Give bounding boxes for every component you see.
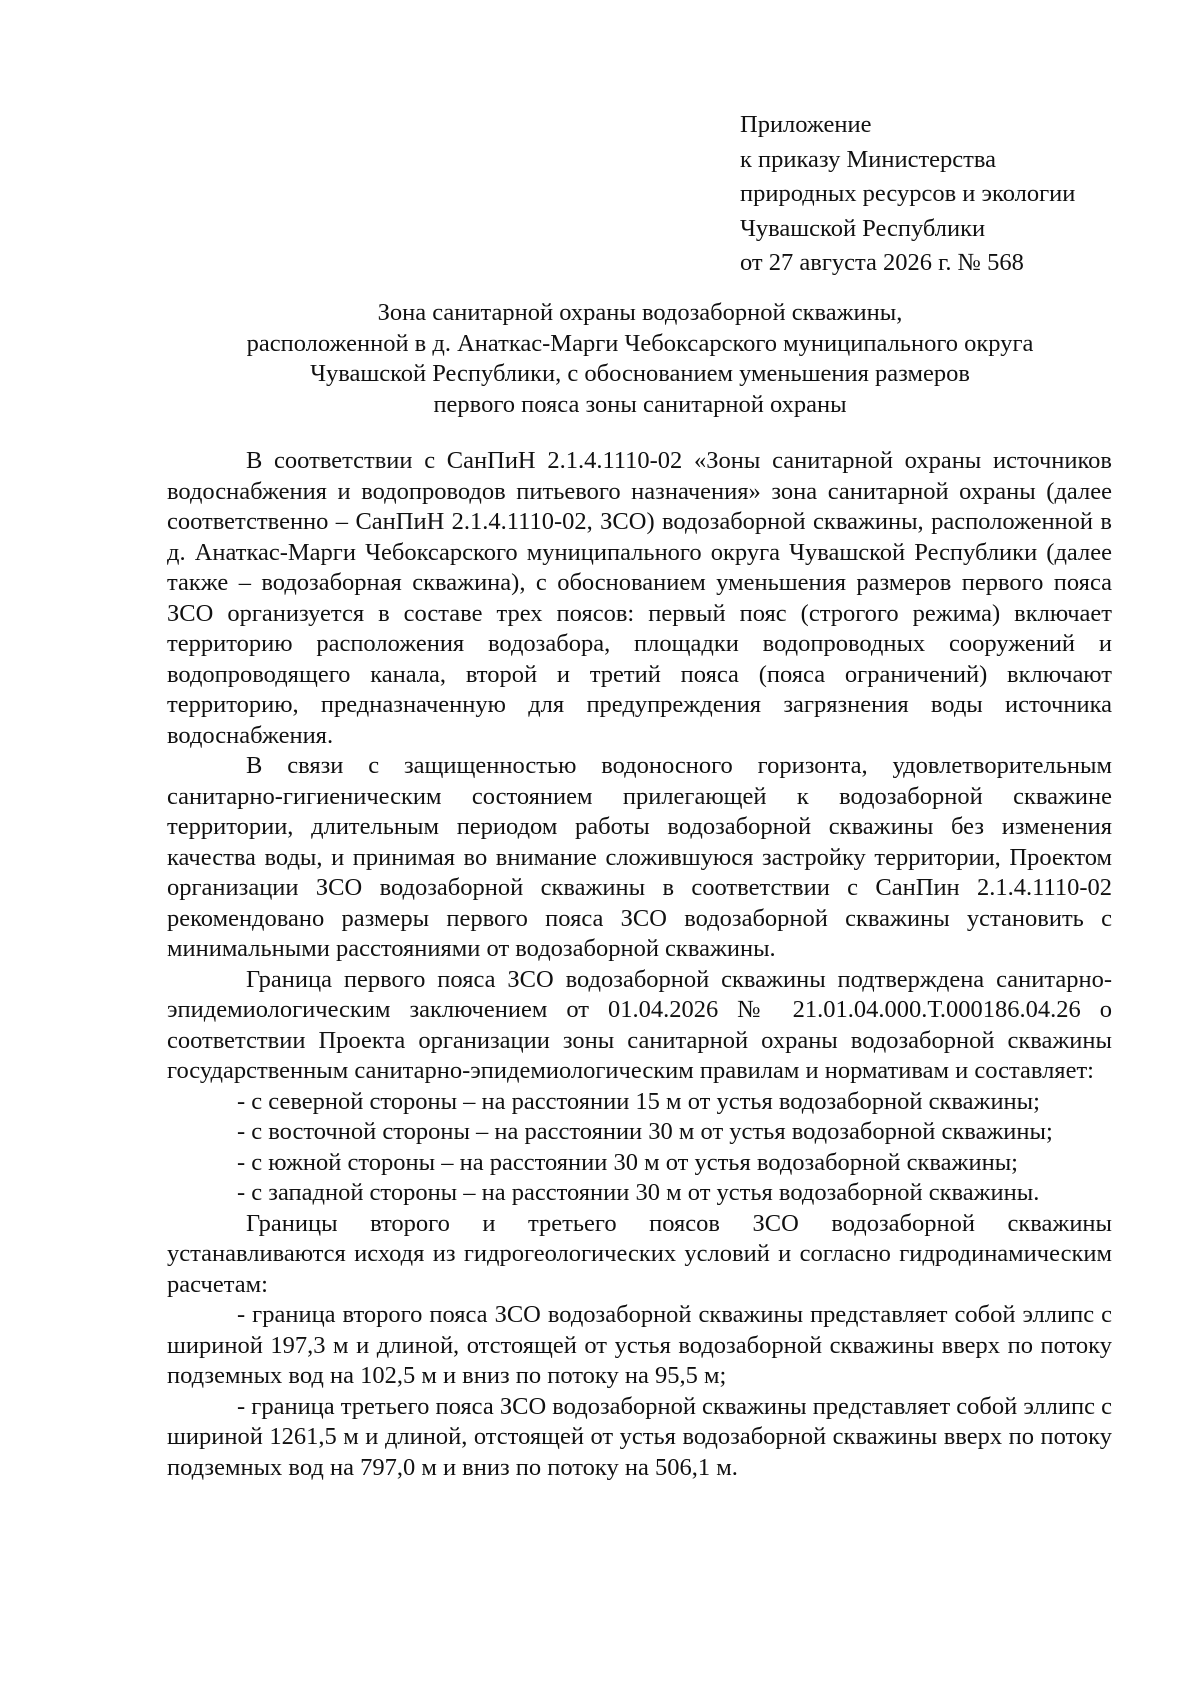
appendix-block	[740, 108, 1160, 281]
list-item-second-zone: - граница второго пояса ЗСО водозаборной скважины представляет собой эллипс с шириной 197,3 м и длиной, отстоящей от устья водозаборной скважины вверх по потоку подземных вод на 102,5 м и вниз по потоку на 95,5 м;	[167, 1301, 1112, 1389]
appendix-label: Приложение	[740, 111, 872, 138]
paragraph-first-zone: Граница первого пояса ЗСО водозаборной скважины подтверждена санитарно-эпидемиологическим заключением от 01.04.2026 № 21.01.04.000.Т.000186.04.26 о соответствии Проекта организации зоны санитарной охраны водозаборной скважины государственным санитарно-эпидемиологическим правилам и нормативам и составляет:	[167, 965, 1112, 1084]
title-line-4: первого пояса зоны санитарной охраны	[433, 390, 847, 418]
list-item-east: - с восточной стороны – на расстоянии 30 м от устья водозаборной скважины;	[237, 1118, 1053, 1145]
title-line-3: Чувашской Республики, с обоснованием уменьшения размеров	[310, 360, 970, 387]
appendix-order-line: к приказу Министерства	[740, 145, 996, 173]
paragraph-sanpin: В соответствии с СанПиН 2.1.4.1110-02 «Зоны санитарной охраны источников водоснабжения и водопроводов питьевого назначения» зона санитарной охраны (далее соответственно – СанПиН 2.1.4.1110-02, ЗСО) водозаборной скважины, расположенной в д. Анаткас-Марги Чебоксарского муниципального округа Чувашской Республики (далее также – водозаборная скважина), с обоснованием уменьшения размеров первого пояса ЗСО организуется в составе трех поясов: первый пояс (строгого режима) включает территорию расположения водозабора, площадки водопроводных сооружений и водопроводящего канала, второй и третий пояса (пояса ограничений) включают территорию, предназначенную для предупреждения загрязнения воды источника водоснабжения.	[167, 447, 1112, 749]
title-line-2: расположенной в д. Анаткас-Марги Чебоксарского муниципального округа	[246, 329, 1034, 357]
title-line-1: Зона санитарной охраны водозаборной скважины,	[377, 299, 903, 326]
paragraph-justification: В связи с защищенностью водоносного горизонта, удовлетворительным санитарно-гигиеническим состоянием прилегающей к водозаборной скважине территории, длительным периодом работы водозаборной скважины без изменения качества воды, и принимая во внимание сложившуюся застройку территории, Проектом организации ЗСО водозаборной скважины в соответствии с СанПин 2.1.4.1110-02 рекомендовано размеры первого пояса ЗСО водозаборной скважины установить с минимальными расстояниями от водозаборной скважины.	[167, 752, 1112, 962]
document-body	[167, 446, 1112, 1483]
appendix-date-number: от 27 августа 2026 г. № 568	[740, 249, 1024, 276]
list-item-south: - с южной стороны – на расстоянии 30 м от устья водозаборной скважины;	[237, 1148, 1018, 1176]
list-item-third-zone: - граница третьего пояса ЗСО водозаборной скважины представляет собой эллипс с шириной 1261,5 м и длиной, отстоящей от устья водозаборной скважины вверх по потоку подземных вод на 797,0 м и вниз по потоку на 506,1 м.	[167, 1392, 1112, 1481]
document-title	[160, 298, 1120, 420]
list-item-west: - с западной стороны – на расстоянии 30 м от устья водозаборной скважины.	[237, 1179, 1040, 1206]
appendix-ministry-line: природных ресурсов и экологии	[740, 180, 1076, 207]
appendix-republic-line: Чувашской Республики	[740, 214, 986, 242]
list-item-north: - с северной стороны – на расстоянии 15 м от устья водозаборной скважины;	[237, 1087, 1040, 1115]
paragraph-second-third-zones: Границы второго и третьего поясов ЗСО водозаборной скважины устанавливаются исходя из гидрогеологических условий и согласно гидродинамическим расчетам:	[167, 1209, 1112, 1298]
